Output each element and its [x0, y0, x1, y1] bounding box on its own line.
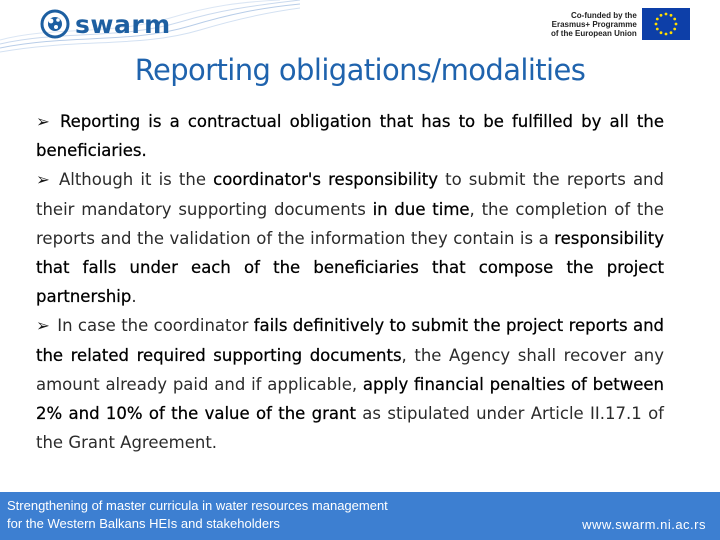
eu-cofunded-logo [551, 8, 690, 40]
bullet-2-part-4: in due time [372, 199, 470, 219]
bullet-3-part-3: , the Agency shall recover any amount already paid and if applicable, [36, 345, 664, 394]
bullet-2-part-3: to submit the reports and their mandatory supporting documents [36, 170, 664, 219]
footer-bar [0, 492, 720, 540]
eu-line-2: Erasmus+ Programme [551, 19, 637, 29]
bullet-2-part-5: , the completion of the reports and the validation of the information they contain is a [36, 199, 664, 248]
footer-line-1: Strengthening of master curricula in water resources management [7, 498, 388, 513]
bullet-2-part-1: Although it is the [58, 170, 214, 190]
footer-line-2: for the Western Balkans HEIs and stakeholders [7, 516, 280, 531]
arrow-bullet-icon: ➢ [36, 112, 50, 131]
footer-project-name [7, 497, 388, 533]
arrow-bullet-icon: ➢ [36, 170, 50, 190]
bullet-3-part-2: fails definitively to submit the project reports and the related required supporting documents [36, 316, 664, 365]
swarm-logo-icon [40, 9, 70, 39]
swarm-logo [40, 8, 171, 40]
bullet-3-part-5: as stipulated under Article II.17.1 of the Grant Agreement. [36, 404, 664, 453]
logo-text: swarm [75, 9, 171, 39]
slide-title: Reporting obligations/modalities [134, 53, 586, 87]
bullet-1-text: Reporting is a contractual obligation that has to be fulfilled by all the beneficiaries. [36, 112, 664, 161]
bullet-2-part-2: coordinator's responsibility [213, 170, 438, 190]
slide-body [36, 107, 664, 457]
eu-flag-icon [642, 8, 690, 40]
bullet-2-part-6: responsibility that falls under each of the beneficiaries that compose the project partnership [36, 228, 664, 307]
eu-line-3: of the European Union [551, 28, 637, 38]
eu-line-1: Co-funded by the [571, 10, 637, 20]
arrow-bullet-icon: ➢ [36, 316, 50, 336]
bullet-3 [36, 311, 664, 457]
eu-cofunded-text [551, 11, 637, 38]
bullet-1 [36, 107, 664, 165]
bullet-3-part-1: In case the coordinator [57, 316, 254, 336]
bullet-2-part-7: . [131, 287, 137, 307]
footer-url-link[interactable]: www.swarm.ni.ac.rs [582, 517, 706, 532]
bullet-3-part-4: apply financial penalties of between 2% and 10% of the value of the grant [36, 374, 664, 424]
bullet-2 [36, 165, 664, 311]
